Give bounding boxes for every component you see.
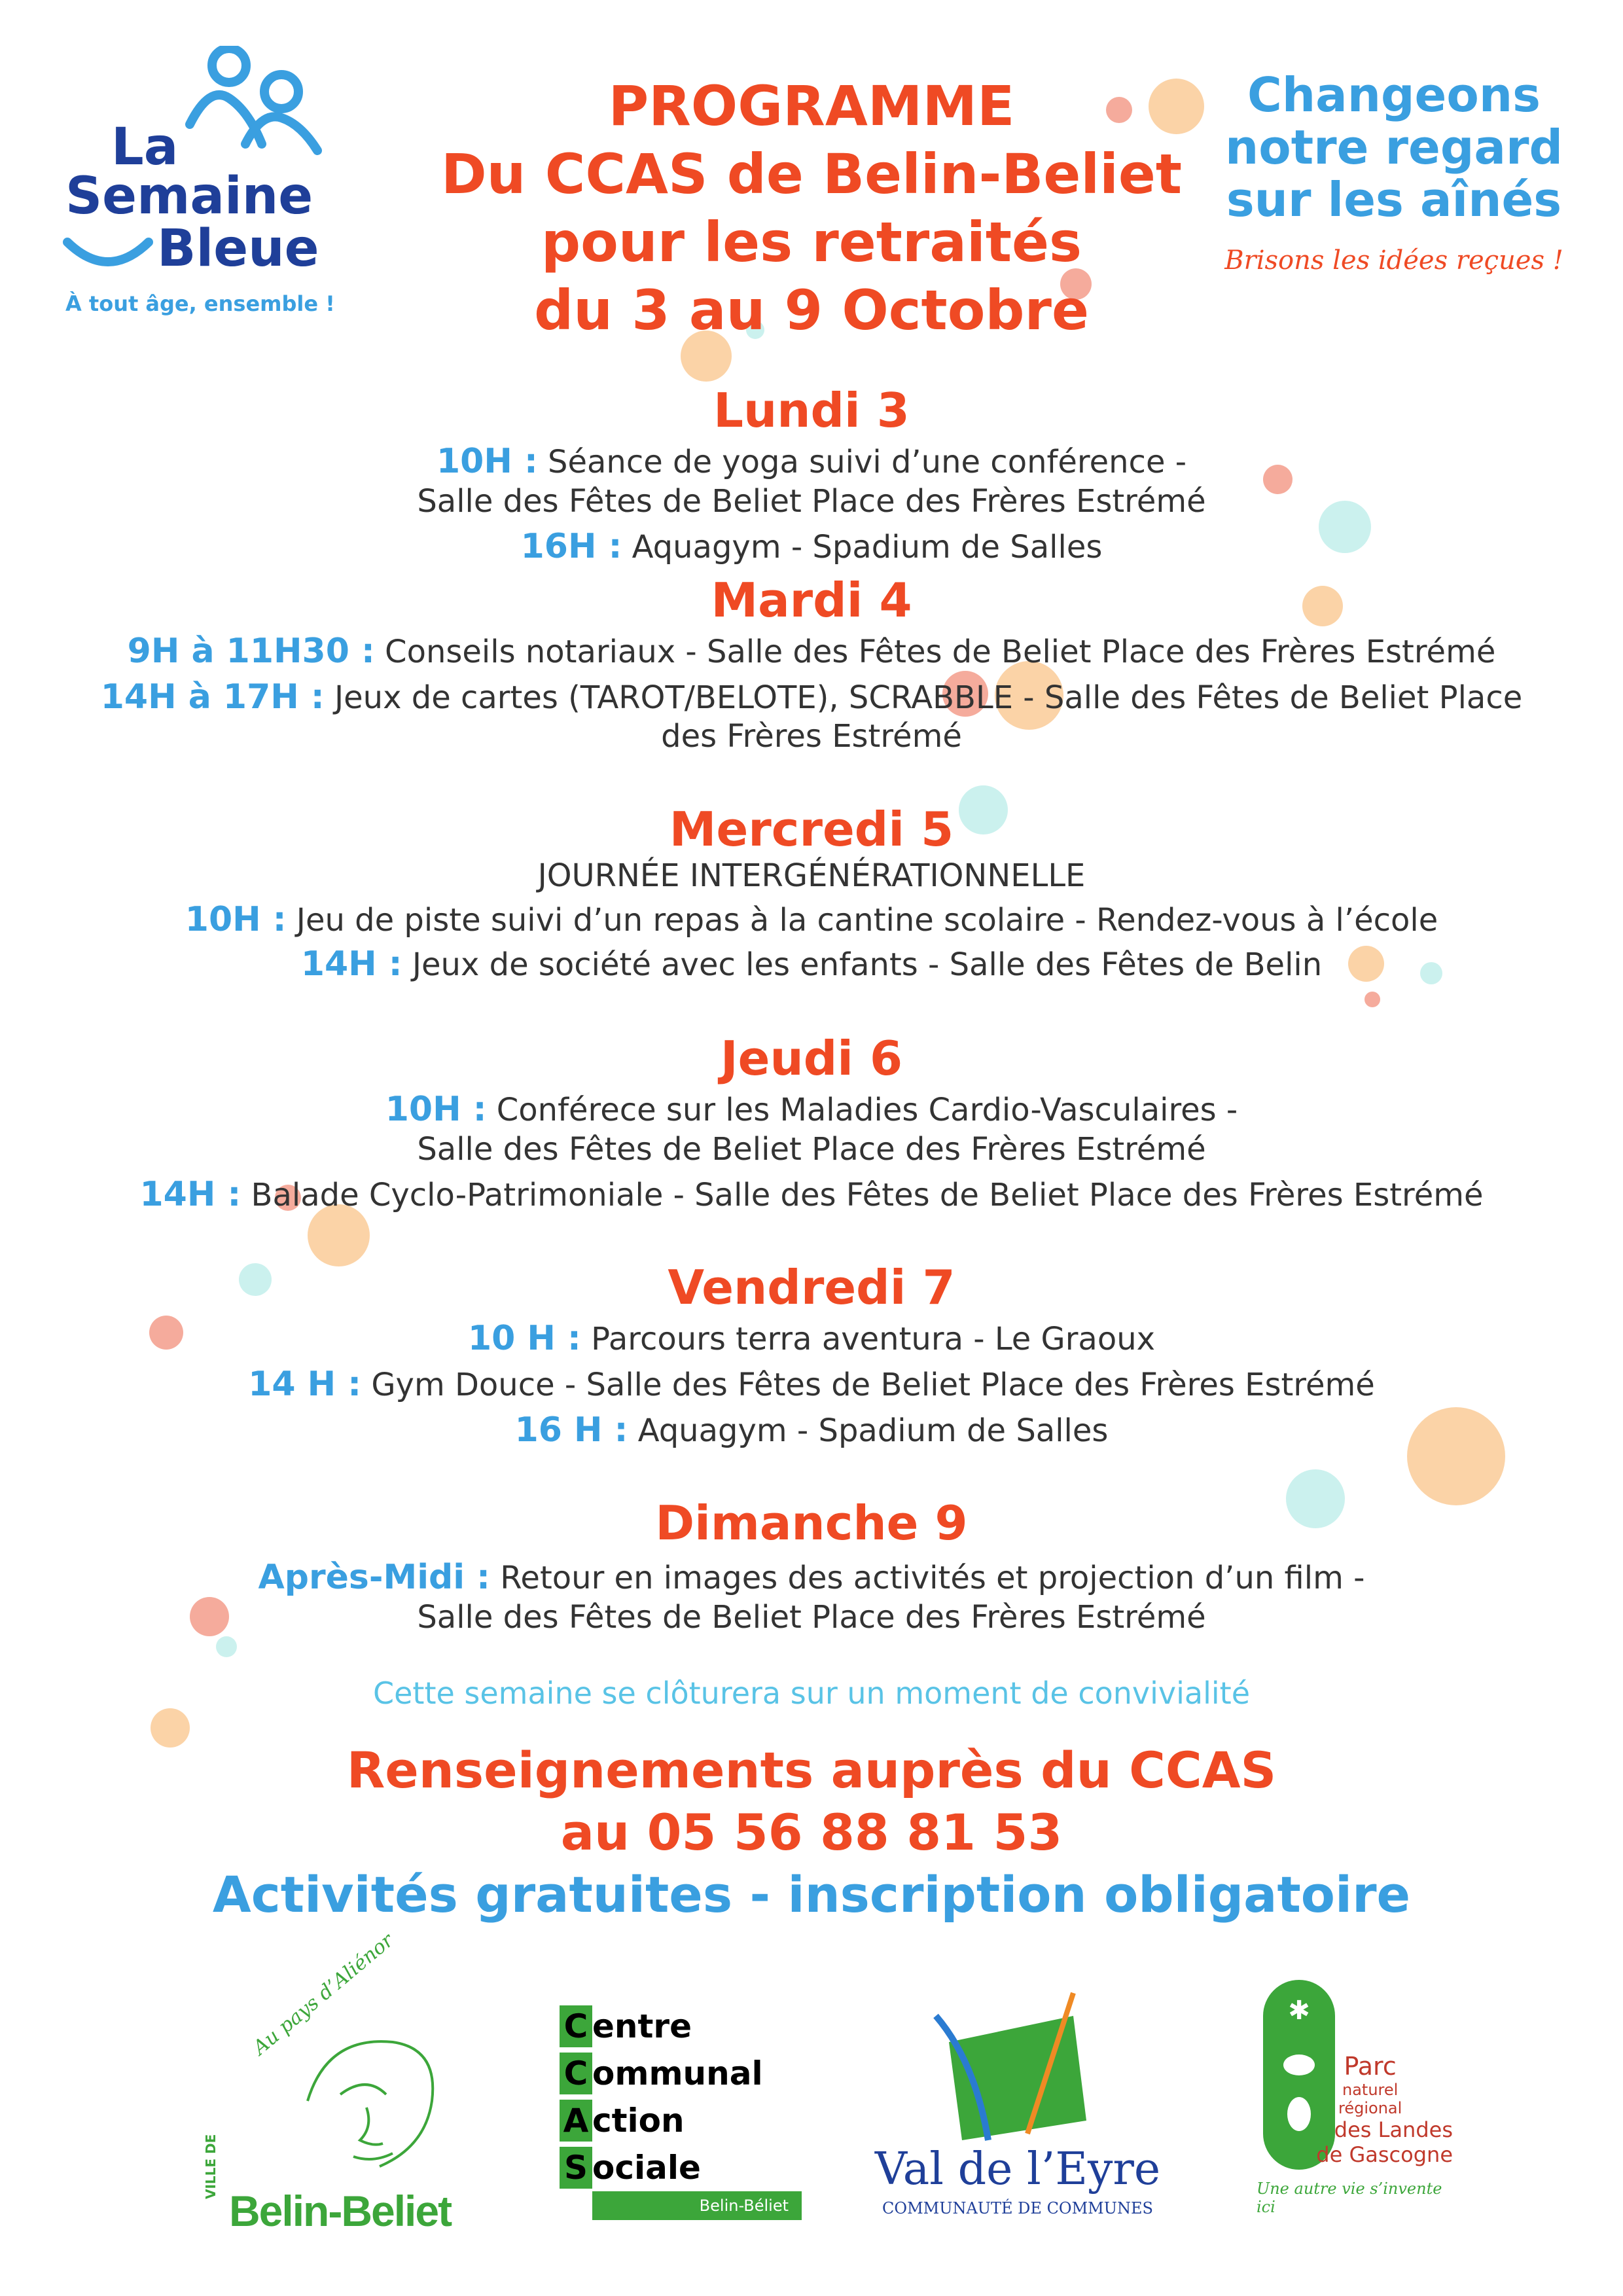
info-contact: Renseignements auprès du CCAS	[346, 1741, 1277, 1799]
logo-tagline: À tout âge, ensemble !	[65, 291, 335, 316]
activity-text: Conseils notariaux - Salle des Fêtes de Beliet Place des Frères Estrémé	[374, 634, 1496, 670]
svg-text:✱: ✱	[1288, 1996, 1310, 2026]
confetti-dot	[216, 1636, 237, 1657]
time-label: 14H :	[300, 944, 402, 984]
time-label: 10H :	[185, 900, 287, 939]
title-line: PROGRAMME	[608, 74, 1015, 138]
program-line	[0, 1410, 1623, 1450]
activity-text: Salle des Fêtes de Beliet Place des Frères Estrémé	[417, 1131, 1206, 1168]
logo-line-la: La	[111, 118, 179, 177]
belin-name: Belin-Beliet	[229, 2187, 452, 2235]
smile-icon	[62, 236, 154, 275]
day-title-vendredi: Vendredi 7	[668, 1260, 955, 1315]
parc-line: régional	[1338, 2099, 1402, 2117]
activity-text: Jeux de cartes (TAROT/BELOTE), SCRABBLE - Salle des Fêtes de Beliet Place	[324, 679, 1523, 716]
logo-val-de-leyre	[870, 1990, 1165, 2245]
time-label: 10 H :	[467, 1319, 581, 1358]
page-title	[419, 72, 1204, 344]
program-line	[0, 1131, 1623, 1168]
time-label: 10H :	[385, 1090, 487, 1129]
info-phone: au 05 56 88 81 53	[560, 1803, 1063, 1861]
activity-text: Aquagym - Spadium de Salles	[622, 529, 1103, 565]
activity-text: Séance de yoga suivi d’une conférence -	[537, 444, 1187, 480]
closing-note: Cette semaine se clôturera sur un moment de convivialité	[372, 1676, 1251, 1711]
time-label: 14 H :	[248, 1365, 362, 1404]
slogan-line: Changeons	[1247, 67, 1541, 122]
program-line	[0, 632, 1623, 671]
activity-text: Parcours terra aventura - Le Graoux	[580, 1321, 1156, 1357]
info-note: Activités gratuites - inscription obligatoire	[212, 1865, 1411, 1924]
semaine-bleue-logo	[39, 39, 353, 327]
activity-text: Jeu de piste suivi d’un repas à la cantine scolaire - Rendez-vous à l’école	[286, 902, 1438, 939]
program-line	[0, 677, 1623, 717]
day-title-lundi: Lundi 3	[713, 383, 910, 438]
logo-ccas	[560, 2003, 808, 2245]
program-line	[0, 1090, 1623, 1129]
ccas-word: ommunal	[592, 2054, 763, 2092]
ccas-letter: C	[560, 2005, 592, 2047]
val-de-leyre-emblem-icon	[923, 1990, 1106, 2147]
title-line: pour les retraités	[541, 210, 1082, 274]
val-de-leyre-sub: COMMUNAUTÉ DE COMMUNES	[882, 2199, 1153, 2217]
ccas-word: entre	[592, 2007, 692, 2045]
parc-line: Parc	[1344, 2052, 1397, 2081]
activity-text: Retour en images des activités et projection d’un film -	[490, 1560, 1365, 1596]
activity-text: Gym Douce - Salle des Fêtes de Beliet Place des Frères Estrémé	[361, 1367, 1375, 1403]
slogan-block	[1191, 69, 1597, 276]
day-title-mardi: Mardi 4	[711, 573, 912, 628]
parc-line: naturel	[1342, 2081, 1399, 2099]
program-line	[0, 1319, 1623, 1358]
ccas-letter: A	[560, 2100, 592, 2142]
slogan-line: sur les aînés	[1226, 172, 1562, 227]
ccas-word: ction	[592, 2102, 685, 2140]
activity-text: Salle des Fêtes de Beliet Place des Frères Estrémé	[417, 1599, 1206, 1636]
time-label: 16 H :	[514, 1410, 628, 1450]
time-label: 10H :	[436, 442, 538, 481]
activity-text: Balade Cyclo-Patrimoniale - Salle des Fêtes de Beliet Place des Frères Estrémé	[241, 1177, 1484, 1213]
logo-line-semaine: Semaine	[65, 167, 313, 226]
slogan-line: notre regard	[1224, 120, 1563, 175]
slogan-subtitle: Brisons les idées reçues !	[1224, 245, 1563, 276]
program-line	[0, 718, 1623, 755]
program-line	[0, 1175, 1623, 1214]
time-label: Après-Midi :	[258, 1558, 490, 1597]
program-line	[0, 944, 1623, 984]
activity-text: des Frères Estrémé	[661, 718, 962, 755]
title-line: du 3 au 9 Octobre	[534, 278, 1089, 342]
ccas-letter: S	[560, 2147, 592, 2189]
activity-text: Aquagym - Spadium de Salles	[628, 1412, 1109, 1449]
time-label: 14H à 17H :	[100, 677, 325, 717]
time-label: 9H à 11H30 :	[127, 632, 375, 671]
program-line	[0, 900, 1623, 939]
people-icon	[177, 46, 334, 157]
parc-line: de Gascogne	[1316, 2142, 1453, 2167]
activity-text: Salle des Fêtes de Beliet Place des Frères Estrémé	[417, 483, 1206, 520]
activity-text: Jeux de société avec les enfants - Salle des Fêtes de Belin	[402, 946, 1323, 983]
ccas-letter: C	[560, 2053, 592, 2094]
logo-belin-beliet	[203, 1929, 484, 2245]
logo-line-bleue: Bleue	[157, 219, 319, 278]
activity-text: Conférece sur les Maladies Cardio-Vasculaires -	[486, 1092, 1238, 1128]
program-line	[0, 1599, 1623, 1636]
ccas-word: ociale	[592, 2149, 701, 2187]
parc-line: des Landes	[1334, 2117, 1453, 2142]
day-subtitle: JOURNÉE INTERGÉNÉRATIONNELLE	[537, 857, 1086, 894]
program-line	[0, 442, 1623, 481]
confetti-dot	[1364, 992, 1380, 1007]
ccas-place: Belin-Béliet	[699, 2197, 789, 2215]
logo-parc-landes	[1257, 1977, 1453, 2251]
time-label: 16H :	[520, 527, 622, 566]
program-line	[0, 1558, 1623, 1597]
belin-ville-text: VILLE DE	[203, 2134, 219, 2199]
program-line	[0, 527, 1623, 566]
day-title-dimanche: Dimanche 9	[655, 1496, 968, 1551]
title-line: Du CCAS de Belin-Beliet	[440, 142, 1183, 206]
day-title-mercredi: Mercredi 5	[669, 802, 954, 857]
val-de-leyre-name: Val de l’Eyre	[874, 2144, 1161, 2195]
day-title-jeudi: Jeudi 6	[720, 1031, 903, 1086]
program-line	[0, 483, 1623, 520]
time-label: 14H :	[139, 1175, 241, 1214]
program-line	[0, 1365, 1623, 1404]
parc-slogan: Une autre vie s’invente ici	[1257, 2179, 1442, 2216]
belin-arc-text: Au pays d’Aliénor	[249, 1929, 399, 2060]
